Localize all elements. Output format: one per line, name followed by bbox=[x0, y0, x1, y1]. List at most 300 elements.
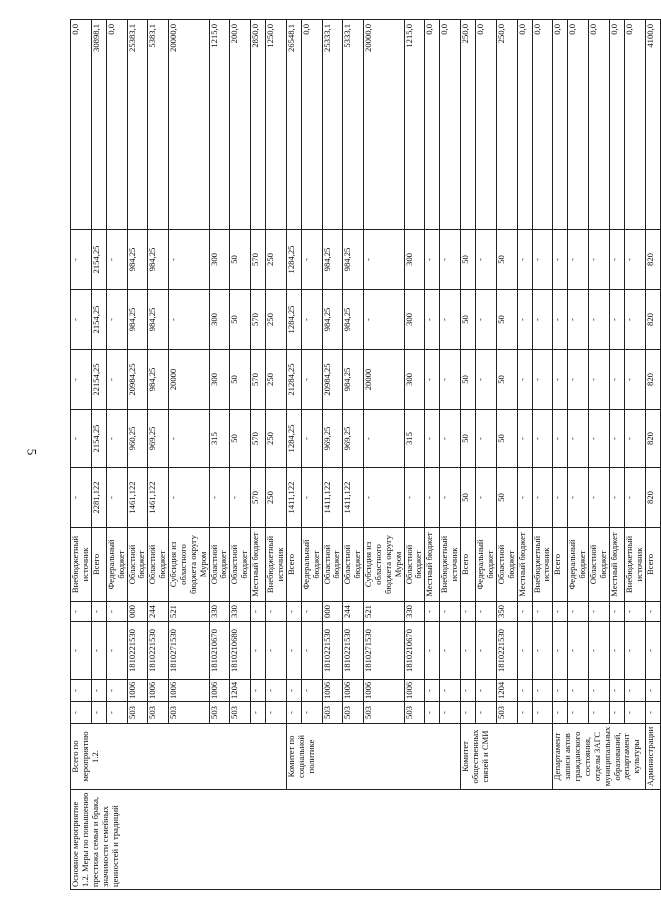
table-cell: - bbox=[71, 680, 92, 702]
table-cell: - bbox=[609, 702, 624, 724]
table-cell: - bbox=[609, 680, 624, 702]
table-cell: 503 bbox=[169, 702, 210, 724]
table-cell: 1006 bbox=[169, 680, 210, 702]
table-cell: - bbox=[532, 702, 553, 724]
table-cell: - bbox=[286, 622, 301, 680]
table-cell: - bbox=[589, 680, 610, 702]
table-cell: Внебюджетный источник bbox=[624, 528, 645, 602]
table-cell: - bbox=[476, 468, 497, 528]
table-cell: 2154,25 bbox=[91, 230, 106, 290]
table-cell: - bbox=[266, 702, 287, 724]
table-cell: - bbox=[568, 468, 589, 528]
table-cell: - bbox=[301, 468, 322, 528]
table-cell: 300 bbox=[404, 350, 425, 410]
table-cell: 1284,25 bbox=[286, 410, 301, 468]
table-cell: - bbox=[645, 602, 660, 622]
table-cell: 0,0 bbox=[440, 20, 461, 230]
table-cell: 25383,1 bbox=[127, 20, 148, 230]
table-cell: - bbox=[106, 350, 127, 410]
table-cell: - bbox=[624, 410, 645, 468]
table-cell: - bbox=[589, 290, 610, 350]
table-cell: - bbox=[609, 350, 624, 410]
table-cell: 250 bbox=[266, 410, 287, 468]
table-row bbox=[286, 20, 301, 890]
table-cell: 50 bbox=[461, 468, 476, 528]
table-cell: - bbox=[301, 622, 322, 680]
table-cell: 300 bbox=[209, 230, 230, 290]
table-cell: 1810271530 bbox=[364, 622, 405, 680]
table-cell: - bbox=[517, 468, 532, 528]
table-cell: - bbox=[106, 622, 127, 680]
table-cell: 300 bbox=[404, 290, 425, 350]
table-cell: - bbox=[609, 230, 624, 290]
table-cell: - bbox=[106, 230, 127, 290]
table-cell: 503 bbox=[343, 702, 364, 724]
table-row bbox=[461, 20, 476, 890]
table-cell: 330 bbox=[209, 602, 230, 622]
table-cell: - bbox=[266, 680, 287, 702]
table-cell: - bbox=[425, 230, 440, 290]
table-cell: - bbox=[301, 410, 322, 468]
table-cell: 21284,25 bbox=[286, 350, 301, 410]
table-cell: 244 bbox=[343, 602, 364, 622]
table-cell: - bbox=[425, 290, 440, 350]
table-cell: Всего bbox=[645, 528, 660, 602]
table-cell: - bbox=[71, 230, 92, 290]
table-cell: Местный бюджет bbox=[251, 528, 266, 602]
table-cell: 984,25 bbox=[343, 350, 364, 410]
table-cell: 0,0 bbox=[301, 20, 322, 230]
table-cell: - bbox=[624, 680, 645, 702]
table-cell: - bbox=[251, 680, 266, 702]
table-cell: 984,25 bbox=[148, 230, 169, 290]
table-cell: Внебюджетный источник bbox=[71, 528, 92, 602]
table-cell: - bbox=[425, 680, 440, 702]
table-cell: 1810221530 bbox=[127, 622, 148, 680]
table-cell: 1006 bbox=[209, 680, 230, 702]
table-cell: - bbox=[532, 230, 553, 290]
table-cell: - bbox=[106, 468, 127, 528]
table-cell: 1006 bbox=[343, 680, 364, 702]
table-cell: - bbox=[71, 410, 92, 468]
table-cell: - bbox=[106, 290, 127, 350]
executor-label: Всего по мероприятию 1.2. bbox=[71, 724, 287, 790]
table-cell: - bbox=[532, 622, 553, 680]
table-row bbox=[71, 20, 92, 890]
table-cell: 2154,25 bbox=[91, 290, 106, 350]
table-cell: - bbox=[476, 410, 497, 468]
table-cell: 1810221530 bbox=[343, 622, 364, 680]
table-cell: - bbox=[440, 230, 461, 290]
table-cell: - bbox=[532, 602, 553, 622]
table-cell: - bbox=[364, 290, 405, 350]
executor-label: Комитет общественных связей и СМИ bbox=[461, 724, 553, 790]
table-cell: - bbox=[568, 290, 589, 350]
table-cell: - bbox=[106, 410, 127, 468]
table-cell: - bbox=[517, 602, 532, 622]
table-cell: - bbox=[169, 468, 210, 528]
table-cell: 50 bbox=[496, 290, 517, 350]
table-cell: 50 bbox=[230, 350, 251, 410]
table-cell: - bbox=[568, 702, 589, 724]
table-cell: - bbox=[440, 622, 461, 680]
table-cell: 20000,0 bbox=[364, 20, 405, 230]
table-cell: 2850,0 bbox=[251, 20, 266, 230]
table-cell: Областной бюджет bbox=[148, 528, 169, 602]
table-cell: 0,0 bbox=[553, 20, 568, 230]
table-cell: - bbox=[71, 290, 92, 350]
table-cell: 1204 bbox=[230, 680, 251, 702]
executor-label: Комитет по социальной политике bbox=[286, 724, 460, 790]
table-cell: 330 bbox=[404, 602, 425, 622]
table-cell: 0,0 bbox=[476, 20, 497, 230]
table-cell: - bbox=[624, 702, 645, 724]
table-cell: 1284,25 bbox=[286, 230, 301, 290]
table-cell: 503 bbox=[496, 702, 517, 724]
table-cell: - bbox=[517, 622, 532, 680]
table-cell: 1006 bbox=[148, 680, 169, 702]
table-cell: - bbox=[209, 468, 230, 528]
table-cell: - bbox=[425, 622, 440, 680]
table-cell: - bbox=[251, 702, 266, 724]
table-cell: - bbox=[169, 290, 210, 350]
table-cell: - bbox=[425, 410, 440, 468]
table-cell: 820 bbox=[645, 230, 660, 290]
table-cell: 984,25 bbox=[322, 290, 343, 350]
table-cell: - bbox=[532, 290, 553, 350]
table-cell: - bbox=[461, 602, 476, 622]
table-cell: 2154,25 bbox=[91, 410, 106, 468]
table-cell: 000 bbox=[322, 602, 343, 622]
table-cell: 521 bbox=[364, 602, 405, 622]
table-cell: - bbox=[553, 702, 568, 724]
table-cell: - bbox=[589, 602, 610, 622]
table-cell: 969,25 bbox=[148, 410, 169, 468]
table-cell: 50 bbox=[496, 468, 517, 528]
table-cell: - bbox=[440, 350, 461, 410]
table-cell: Местный бюджет bbox=[425, 528, 440, 602]
table-cell: 50 bbox=[230, 230, 251, 290]
table-cell: 570 bbox=[251, 350, 266, 410]
table-cell: - bbox=[476, 702, 497, 724]
table-cell: 300 bbox=[404, 230, 425, 290]
table-cell: - bbox=[568, 410, 589, 468]
table-cell: 984,25 bbox=[127, 290, 148, 350]
table-cell: 2281,122 bbox=[91, 468, 106, 528]
table-cell: Федеральный бюджет bbox=[106, 528, 127, 602]
table-cell: - bbox=[553, 680, 568, 702]
table-cell: 1411,122 bbox=[322, 468, 343, 528]
table-cell: - bbox=[440, 702, 461, 724]
table-cell: Федеральный бюджет bbox=[476, 528, 497, 602]
table-cell: - bbox=[645, 680, 660, 702]
table-cell: - bbox=[589, 230, 610, 290]
executor-label: Администрации bbox=[645, 724, 660, 790]
table-cell: 1810210670 bbox=[209, 622, 230, 680]
table-cell: Всего bbox=[461, 528, 476, 602]
table-cell: 250 bbox=[266, 468, 287, 528]
table-cell: 0,0 bbox=[589, 20, 610, 230]
table-cell: - bbox=[106, 680, 127, 702]
table-cell: 330 bbox=[230, 602, 251, 622]
table-cell: - bbox=[266, 622, 287, 680]
table-cell: - bbox=[301, 350, 322, 410]
table-cell: - bbox=[568, 680, 589, 702]
table-cell: - bbox=[645, 622, 660, 680]
table-cell: 1810221530 bbox=[148, 622, 169, 680]
table-cell: - bbox=[517, 410, 532, 468]
table-cell: 984,25 bbox=[148, 290, 169, 350]
table-cell: 570 bbox=[251, 410, 266, 468]
table-cell: 820 bbox=[645, 290, 660, 350]
table-cell: - bbox=[553, 622, 568, 680]
table-cell: 503 bbox=[322, 702, 343, 724]
table-cell: - bbox=[301, 230, 322, 290]
table-cell: - bbox=[476, 622, 497, 680]
table-cell: - bbox=[230, 468, 251, 528]
table-cell: 1411,122 bbox=[286, 468, 301, 528]
table-cell: 000 bbox=[127, 602, 148, 622]
table-cell: - bbox=[71, 468, 92, 528]
table-cell: - bbox=[169, 230, 210, 290]
table-cell: 250,0 bbox=[496, 20, 517, 230]
table-cell: 25333,1 bbox=[322, 20, 343, 230]
table-cell: - bbox=[286, 602, 301, 622]
table-cell: - bbox=[609, 290, 624, 350]
table-cell: - bbox=[624, 290, 645, 350]
table-cell: 1006 bbox=[322, 680, 343, 702]
table-cell: - bbox=[364, 410, 405, 468]
table-cell: 969,25 bbox=[322, 410, 343, 468]
table-cell: - bbox=[568, 350, 589, 410]
table-cell: - bbox=[517, 290, 532, 350]
table-cell: 5333,1 bbox=[343, 20, 364, 230]
table-cell: - bbox=[553, 468, 568, 528]
table-cell: - bbox=[589, 702, 610, 724]
table-cell: 960,25 bbox=[127, 410, 148, 468]
table-cell: - bbox=[609, 622, 624, 680]
table-cell: 570 bbox=[251, 468, 266, 528]
table-row bbox=[553, 20, 568, 890]
table-cell: 50 bbox=[461, 410, 476, 468]
table-cell: - bbox=[425, 468, 440, 528]
table-cell: - bbox=[476, 350, 497, 410]
table-cell: - bbox=[532, 680, 553, 702]
table-cell: - bbox=[568, 622, 589, 680]
table-cell: Местный бюджет bbox=[609, 528, 624, 602]
table-cell: 984,25 bbox=[127, 230, 148, 290]
table-cell: 1461,122 bbox=[127, 468, 148, 528]
table-body bbox=[71, 20, 661, 890]
table-cell: 0,0 bbox=[517, 20, 532, 230]
table-cell: - bbox=[251, 602, 266, 622]
table-cell: 200,0 bbox=[230, 20, 251, 230]
table-cell: 984,25 bbox=[322, 230, 343, 290]
table-cell: 984,25 bbox=[148, 350, 169, 410]
table-cell: 20984,25 bbox=[322, 350, 343, 410]
rotated-table-container bbox=[70, 24, 655, 890]
table-cell: - bbox=[425, 350, 440, 410]
table-cell: 250,0 bbox=[461, 20, 476, 230]
table-cell: - bbox=[624, 350, 645, 410]
table-row bbox=[645, 20, 660, 890]
table-cell: Областной бюджет bbox=[496, 528, 517, 602]
table-cell: - bbox=[440, 602, 461, 622]
table-cell: 969,25 bbox=[343, 410, 364, 468]
table-cell: - bbox=[440, 410, 461, 468]
table-cell: 5383,1 bbox=[148, 20, 169, 230]
table-cell: - bbox=[624, 468, 645, 528]
table-cell: - bbox=[251, 622, 266, 680]
table-cell: 503 bbox=[127, 702, 148, 724]
table-cell: 315 bbox=[404, 410, 425, 468]
table-cell: 250 bbox=[266, 230, 287, 290]
table-cell: - bbox=[425, 602, 440, 622]
table-cell: - bbox=[609, 410, 624, 468]
table-cell: - bbox=[169, 410, 210, 468]
table-cell: 22154,25 bbox=[91, 350, 106, 410]
table-cell: - bbox=[286, 680, 301, 702]
table-cell: 984,25 bbox=[343, 290, 364, 350]
table-cell: 300 bbox=[209, 350, 230, 410]
table-cell: - bbox=[568, 230, 589, 290]
table-cell: 1006 bbox=[127, 680, 148, 702]
budget-table bbox=[70, 19, 661, 890]
table-cell: Областной бюджет bbox=[209, 528, 230, 602]
table-cell: 0,0 bbox=[609, 20, 624, 230]
table-cell: - bbox=[301, 702, 322, 724]
table-cell: Всего bbox=[286, 528, 301, 602]
table-cell: 1204 bbox=[496, 680, 517, 702]
table-cell: - bbox=[476, 680, 497, 702]
table-cell: 1810221530 bbox=[322, 622, 343, 680]
table-cell: - bbox=[645, 702, 660, 724]
table-cell: - bbox=[91, 680, 106, 702]
table-cell: - bbox=[568, 602, 589, 622]
table-cell: 20984,25 bbox=[127, 350, 148, 410]
table-cell: - bbox=[301, 680, 322, 702]
table-cell: 50 bbox=[496, 230, 517, 290]
table-cell: - bbox=[364, 468, 405, 528]
table-cell: - bbox=[71, 622, 92, 680]
table-cell: - bbox=[624, 230, 645, 290]
page-number: 5 bbox=[24, 448, 40, 456]
table-cell: 0,0 bbox=[425, 20, 440, 230]
table-cell: Субсидия из областного бюджета округу Муром bbox=[169, 528, 210, 602]
table-cell: - bbox=[461, 680, 476, 702]
executor-label: Департамент записи актов гражданского состояния, отделы ЗАГС муниципальных образований, департамент культуры bbox=[553, 724, 645, 790]
table-cell: - bbox=[440, 468, 461, 528]
table-cell: - bbox=[553, 350, 568, 410]
table-cell: - bbox=[609, 468, 624, 528]
table-cell: - bbox=[106, 702, 127, 724]
table-cell: - bbox=[440, 680, 461, 702]
table-cell: 1215,0 bbox=[404, 20, 425, 230]
table-cell: 350 bbox=[496, 602, 517, 622]
table-cell: 984,25 bbox=[343, 230, 364, 290]
table-cell: 50 bbox=[496, 410, 517, 468]
table-cell: Всего bbox=[91, 528, 106, 602]
table-cell: Областной бюджет bbox=[343, 528, 364, 602]
table-cell: 503 bbox=[148, 702, 169, 724]
table-cell: 1284,25 bbox=[286, 290, 301, 350]
table-cell: - bbox=[532, 410, 553, 468]
table-cell: 820 bbox=[645, 410, 660, 468]
table-cell: - bbox=[476, 602, 497, 622]
table-cell: 50 bbox=[461, 350, 476, 410]
table-cell: Областной бюджет bbox=[589, 528, 610, 602]
table-cell: 50 bbox=[461, 290, 476, 350]
table-cell: 570 bbox=[251, 230, 266, 290]
main-event-label: Основное мероприятие 1.2. Меры по повышению престижа семьи и брака, значимости семейных ценностей и традиций bbox=[71, 790, 661, 890]
table-cell: 1215,0 bbox=[209, 20, 230, 230]
table-cell: - bbox=[71, 602, 92, 622]
table-cell: 50 bbox=[230, 410, 251, 468]
table-cell: - bbox=[364, 230, 405, 290]
table-cell: 244 bbox=[148, 602, 169, 622]
table-cell: 570 bbox=[251, 290, 266, 350]
table-cell: - bbox=[553, 602, 568, 622]
table-cell: 315 bbox=[209, 410, 230, 468]
table-cell: - bbox=[553, 230, 568, 290]
table-cell: Внебюджетный источник bbox=[266, 528, 287, 602]
table-cell: 26548,1 bbox=[286, 20, 301, 230]
table-cell: 1810210670 bbox=[404, 622, 425, 680]
table-cell: - bbox=[301, 602, 322, 622]
table-cell: Всего bbox=[553, 528, 568, 602]
table-cell: - bbox=[71, 702, 92, 724]
table-cell: 820 bbox=[645, 350, 660, 410]
table-cell: 300 bbox=[209, 290, 230, 350]
table-cell: 4100,0 bbox=[645, 20, 660, 230]
table-cell: - bbox=[589, 410, 610, 468]
table-cell: - bbox=[106, 602, 127, 622]
table-cell: - bbox=[517, 702, 532, 724]
table-cell: 0,0 bbox=[71, 20, 92, 230]
table-cell: - bbox=[91, 702, 106, 724]
table-cell: Областной бюджет bbox=[127, 528, 148, 602]
table-cell: - bbox=[404, 468, 425, 528]
table-cell: 250 bbox=[266, 290, 287, 350]
table-cell: - bbox=[532, 350, 553, 410]
table-cell: 521 bbox=[169, 602, 210, 622]
table-cell: 20000 bbox=[169, 350, 210, 410]
table-cell: 1810210680 bbox=[230, 622, 251, 680]
table-cell: - bbox=[589, 468, 610, 528]
table-cell: 1006 bbox=[404, 680, 425, 702]
table-cell: - bbox=[517, 680, 532, 702]
table-cell: 20000,0 bbox=[169, 20, 210, 230]
table-cell: 50 bbox=[461, 230, 476, 290]
table-cell: - bbox=[609, 602, 624, 622]
table-cell: 1411,122 bbox=[343, 468, 364, 528]
table-cell: - bbox=[461, 622, 476, 680]
table-cell: - bbox=[476, 230, 497, 290]
table-cell: 50 bbox=[230, 290, 251, 350]
table-cell: - bbox=[517, 350, 532, 410]
table-cell: 1250,0 bbox=[266, 20, 287, 230]
table-cell: - bbox=[71, 350, 92, 410]
table-cell: - bbox=[440, 290, 461, 350]
table-cell: 0,0 bbox=[568, 20, 589, 230]
table-cell: 1461,122 bbox=[148, 468, 169, 528]
table-cell: - bbox=[286, 702, 301, 724]
table-cell: Областной бюджет bbox=[404, 528, 425, 602]
table-cell: - bbox=[553, 410, 568, 468]
table-cell: 503 bbox=[209, 702, 230, 724]
table-cell: - bbox=[624, 622, 645, 680]
table-cell: Внебюджетный источник bbox=[440, 528, 461, 602]
